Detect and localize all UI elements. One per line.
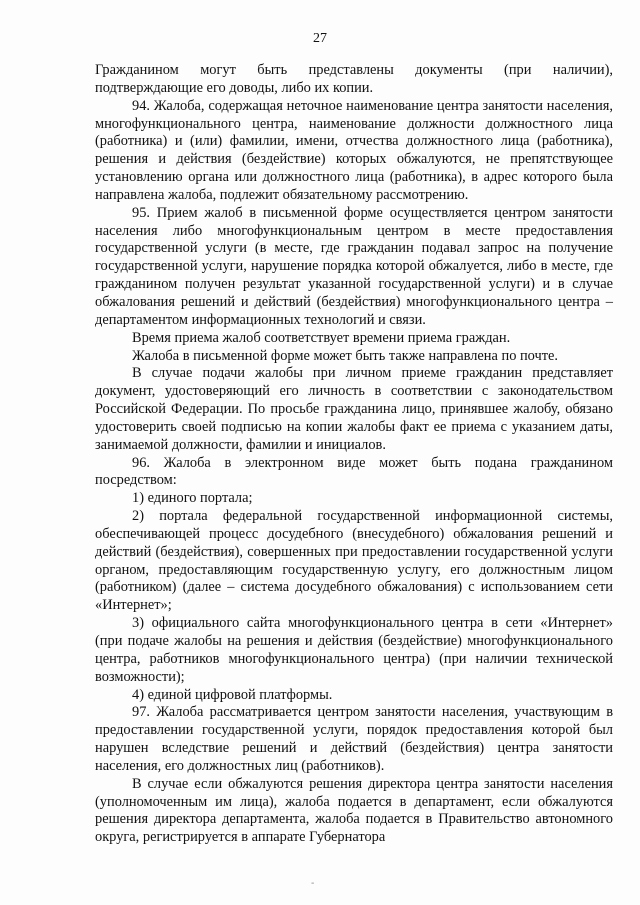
list-item-4: 4) единой цифровой платформы.	[132, 686, 333, 703]
scan-mark: -	[311, 878, 315, 889]
document-body	[95, 62, 613, 847]
list-item-2: 2) портала федеральной государственной информационной системы, обеспечивающей процесс досудебного (внесудебного) обжалования решений и действий (бездействия), совершенных при предоставлении государственной услуги органом, предоставляющим государственную услугу, его должностным лицом (работником) (далее – система досудебного обжалования) с использованием сети «Интернет»;	[95, 508, 613, 614]
list-item-3: 3) официального сайта многофункционального центра в сети «Интернет» (при подаче жалобы на решения и действия (бездействие) многофункционального центра, работников многофункционального центра) (при наличии технической возможности);	[95, 615, 613, 685]
paragraph-reception-time: Время приема жалоб соответствует времени приема граждан.	[132, 329, 511, 346]
paragraph-96: 96. Жалоба в электронном виде может быть подана гражданином посредством:	[95, 454, 613, 489]
list-item-1: 1) единого портала;	[132, 490, 253, 507]
paragraph-94: 94. Жалоба, содержащая неточное наименование центра занятости населения, многофункционального центра, наименование должности должностного лица (работника) и (или) фамилии, имени, отчества должностного лица (работника), решения и действия (бездействие) которых обжалуются, не препятствующее установлению органа или должностного лица (работника), в адрес которого была направлена жалоба, подлежит обязательному рассмотрению.	[95, 97, 613, 203]
page-number: 27	[313, 31, 327, 46]
paragraph-personal-reception: В случае подачи жалобы при личном приеме гражданин представляет документ, удостоверяющий его личность в соответствии с законодательством Российской Федерации. По просьбе гражданина лицо, принявшее жалобу, обязано удостоверить своей подписью на копии жалобы факт ее приема с указанием даты, занимаемой должности, фамилии и инициалов.	[95, 365, 613, 453]
paragraph-95: 95. Прием жалоб в письменной форме осуществляется центром занятости населения либо многофункциональным центром в месте предоставления государственной услуги (в месте, где гражданин подавал запрос на получение государственной услуги, нарушение порядка которой обжалуется, либо в месте, где гражданином получен результат указанной государственной услуги) и в случае обжалования решений и действий (бездействия) многофункционального центра – департаментом информационных технологий и связи.	[95, 204, 613, 328]
paragraph-continuation: Гражданином могут быть представлены документы (при наличии), подтверждающие его доводы, либо их копии.	[95, 62, 613, 96]
paragraph-director-appeal: В случае если обжалуются решения директора центра занятости населения (уполномоченным им лица), жалоба подается в департамент, если обжалуются решения директора департамента, жалоба подается в Правительство автономного округа, регистрируется в аппарате Губернатора	[95, 775, 613, 846]
paragraph-mail: Жалоба в письменной форме может быть также направлена по почте.	[132, 347, 559, 364]
paragraph-97: 97. Жалоба рассматривается центром занятости населения, участвующим в предоставлении государственной услуги, порядок предоставления которой был нарушен вследствие решений и действий (бездействия) центра занятости населения, его должностных лиц (работников).	[95, 704, 613, 774]
